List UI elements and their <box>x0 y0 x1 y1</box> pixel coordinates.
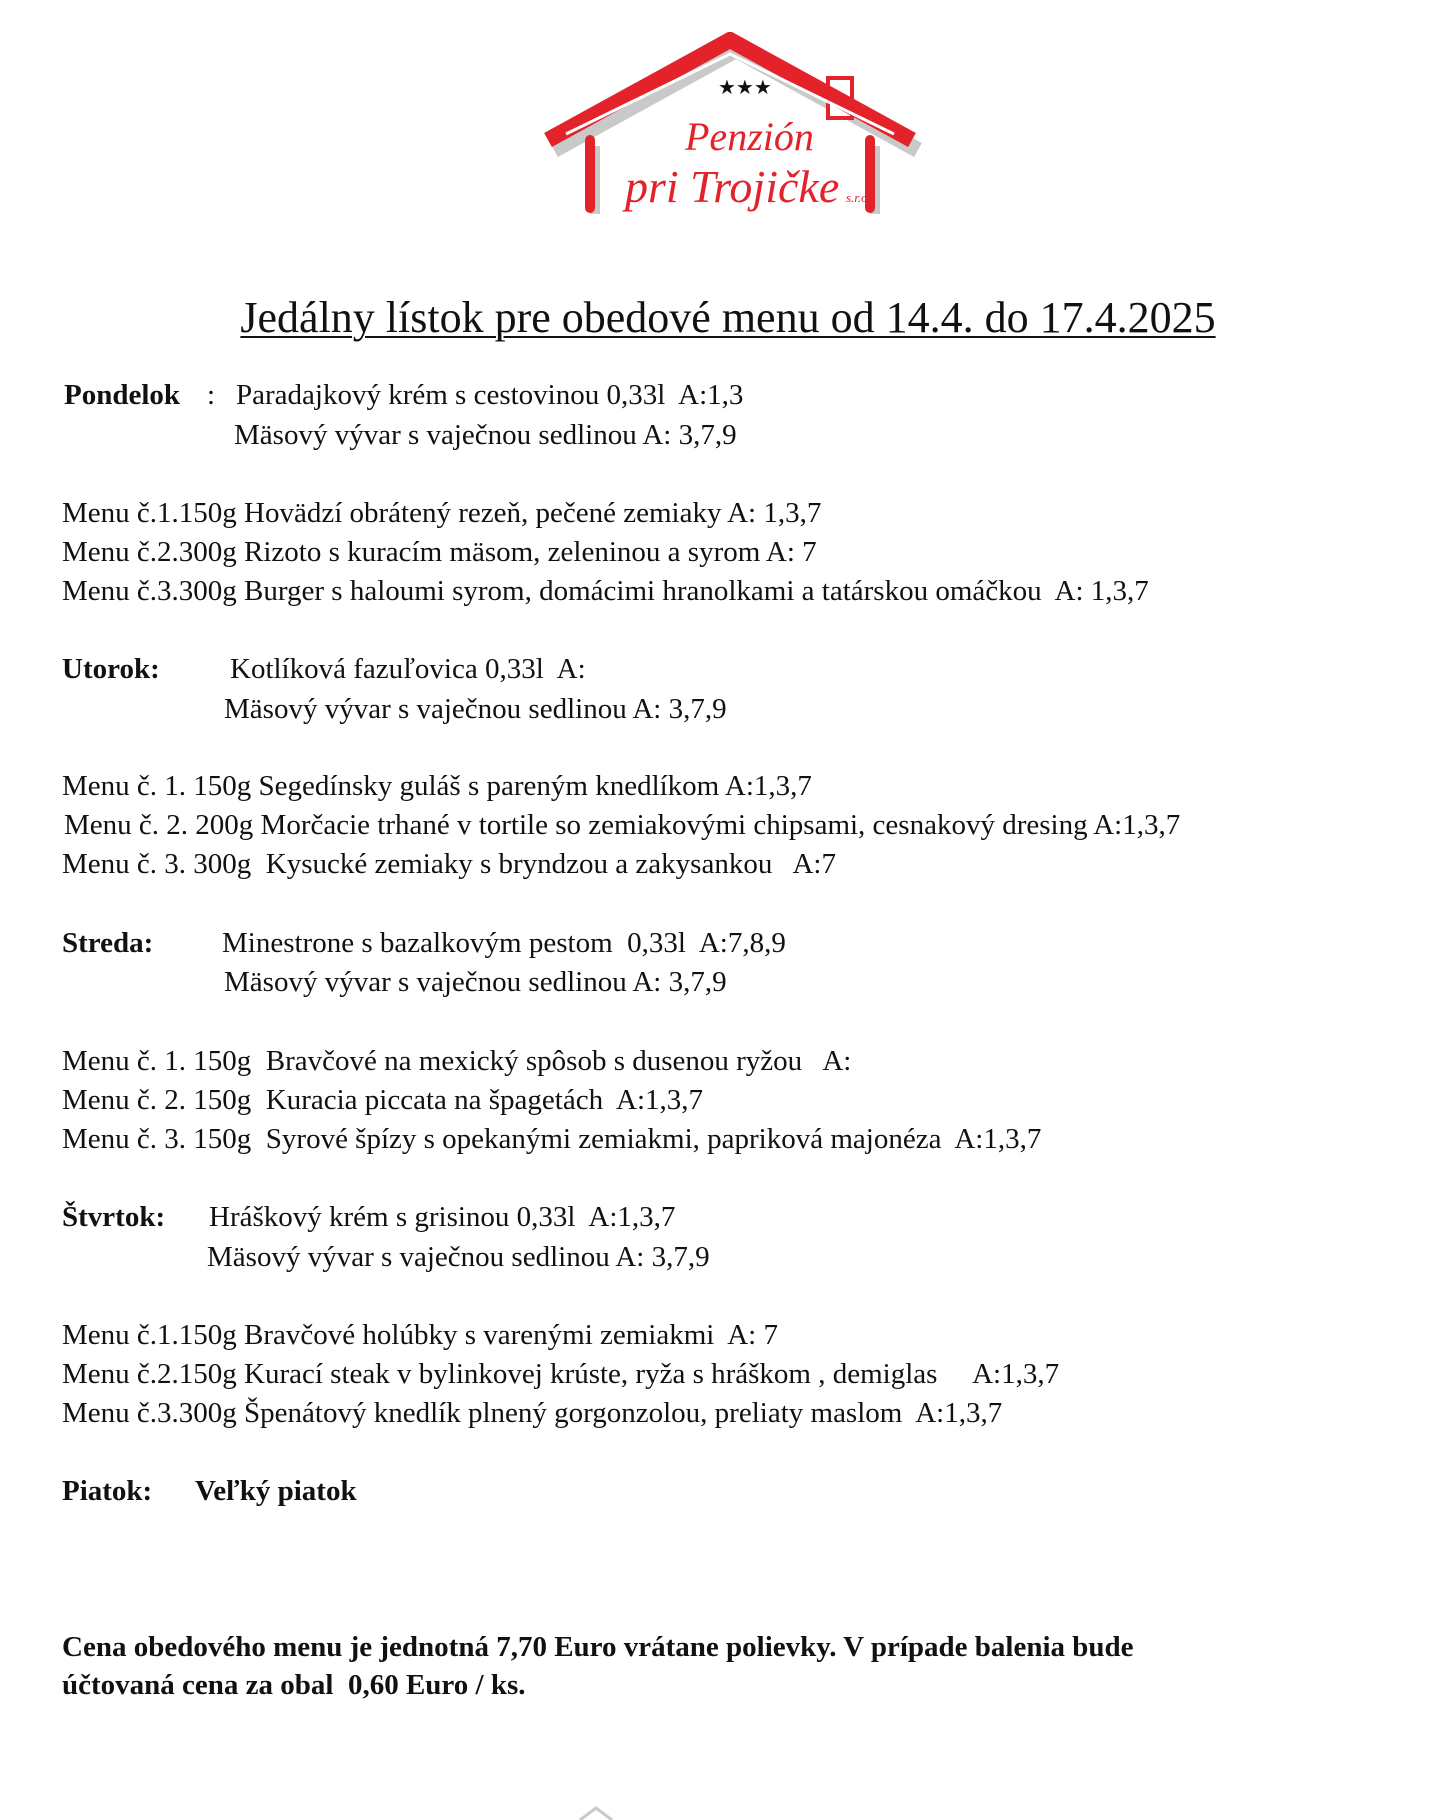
price-note-line2: účtovaná cena za obal 0,60 Euro / ks. <box>62 1669 526 1701</box>
page-title: Jedálny lístok pre obedové menu od 14.4. do 17.4.2025 <box>240 293 1216 342</box>
utorok-menu1: Menu č. 1. 150g Segedínsky guláš s pareným knedlíkom A:1,3,7 <box>62 770 812 802</box>
stvrtok-menu3: Menu č.3.300g Špenátový knedlík plnený gorgonzolou, preliaty maslom A:1,3,7 <box>62 1397 1003 1429</box>
bottom-roof-fragment-icon <box>578 1806 614 1820</box>
day-label-pondelok: Pondelok <box>64 379 181 411</box>
pondelok-soup2: Mäsový vývar s vaječnou sedlinou A: 3,7,9 <box>234 419 737 451</box>
day-label-stvrtok: Štvrtok: <box>62 1201 166 1233</box>
utorok-menu2: Menu č. 2. 200g Morčacie trhané v tortile so zemiakovými chipsami, cesnakový dresing A:1,3,7 <box>64 809 1181 841</box>
stvrtok-menu1: Menu č.1.150g Bravčové holúbky s varenými zemiakmi A: 7 <box>62 1319 778 1351</box>
logo-line1: Penzión <box>685 114 814 159</box>
streda-menu2: Menu č. 2. 150g Kuracia piccata na špagetách A:1,3,7 <box>62 1084 704 1116</box>
day-label-streda: Streda: <box>62 927 154 959</box>
utorok-soup2: Mäsový vývar s vaječnou sedlinou A: 3,7,9 <box>224 693 727 725</box>
logo-suffix: s.r.o. <box>846 190 871 205</box>
streda-menu1: Menu č. 1. 150g Bravčové na mexický spôsob s dusenou ryžou A: <box>62 1045 852 1077</box>
utorok-menu3: Menu č. 3. 300g Kysucké zemiaky s bryndzou a zakysankou A:7 <box>62 848 836 880</box>
stvrtok-soup2: Mäsový vývar s vaječnou sedlinou A: 3,7,9 <box>207 1241 710 1273</box>
pondelok-menu2: Menu č.2.300g Rizoto s kuracím mäsom, zeleninou a syrom A: 7 <box>62 536 817 568</box>
pondelok-soup1: Paradajkový krém s cestovinou 0,33l A:1,3 <box>236 379 744 411</box>
svg-text:★★★: ★★★ <box>718 75 772 99</box>
streda-soup2: Mäsový vývar s vaječnou sedlinou A: 3,7,9 <box>224 966 727 998</box>
stvrtok-menu2: Menu č.2.150g Kurací steak v bylinkovej krúste, ryža s hráškom , demiglas A:1,3,7 <box>62 1358 1060 1390</box>
day-label-piatok: Piatok: <box>62 1475 153 1507</box>
pondelok-menu1: Menu č.1.150g Hovädzí obrátený rezeň, pečené zemiaky A: 1,3,7 <box>62 497 822 529</box>
day-label-utorok: Utorok: <box>62 653 160 685</box>
streda-soup1: Minestrone s bazalkovým pestom 0,33l A:7,8,9 <box>222 927 786 959</box>
utorok-soup1: Kotlíková fazuľovica 0,33l A: <box>230 653 586 685</box>
streda-menu3: Menu č. 3. 150g Syrové špízy s opekanými zemiakmi, papriková majonéza A:1,3,7 <box>62 1123 1042 1155</box>
piatok-note: Veľký piatok <box>195 1475 357 1507</box>
stvrtok-soup1: Hráškový krém s grisinou 0,33l A:1,3,7 <box>209 1201 676 1233</box>
pondelok-colon: : <box>207 379 216 411</box>
penzion-logo <box>530 32 930 232</box>
logo-line2: pri Trojičke <box>625 161 840 212</box>
price-note-line1: Cena obedového menu je jednotná 7,70 Euro vrátane polievky. V prípade balenia bude <box>62 1631 1134 1663</box>
pondelok-menu3: Menu č.3.300g Burger s haloumi syrom, domácimi hranolkami a tatárskou omáčkou A: 1,3,7 <box>62 575 1149 607</box>
